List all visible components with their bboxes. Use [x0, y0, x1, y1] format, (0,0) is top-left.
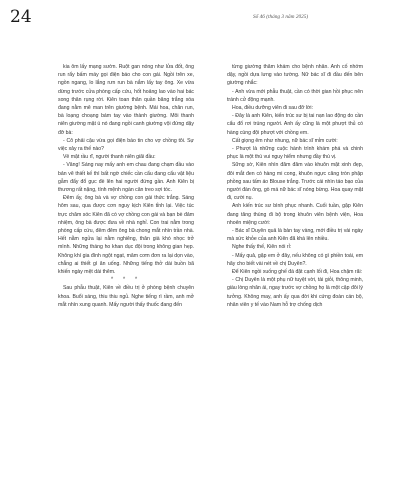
paragraph: Vẻ mặt rầu rĩ, người thanh niên giãi đầu:	[63, 154, 156, 161]
paragraph: - Anh vừa mới phẫu thuật, cần có thời gian hồi phục nên tránh cử động mạnh.	[227, 88, 363, 103]
paragraph: kia ôm lấy mạng sườn. Ruột gan nóng như lửa đốt, ông run rẩy bấm máy gọi điện báo cho con gái. Ngồi trên xe, ngồn ngang, lo lắng rưn run bà nắm lấy tay ông. Xe vừa dừng trước cửa phòng cấp cứu, hốt hoảng lao vào hai bác song thân rụng rời. Kiên toan thân quần băng trắng xóa đang nằm mê man trên giường bệnh. Mái hoa, chân run, bà loạng choạng bám tay vào thành giường. Môi thanh niên giường mặt ú nó đang ngồi canh giường vội đứng dậy đỡ bà:	[58, 64, 194, 136]
paragraph: - Chị Duyên là một phụ nữ tuyệt vời, tài giỏi, thông minh, giàu lòng nhân ái, ngay trước vợ chồng họ là một cặp đôi lý tưởng. Không may, anh ấy qua đời khi cứng đoàn cán bộ, nhân viên y tế vào Nam hỗ trợ chống dịch	[227, 277, 363, 308]
paragraph: Cất giọng êm như nhung, nữ bác sĩ mỉm cười:	[232, 137, 338, 144]
paragraph: từng giường thăm khám cho bệnh nhân. Anh cố nhớm dậy, ngồi dựa lưng vào tường. Nữ bác sĩ đi đầu đến bên giường nhắc:	[227, 64, 363, 87]
paragraph: Anh kiến trúc sư bình phục nhanh. Cuối tuần, gặp Kiên đang tăng thùng đi bộ trong khuôn viên bệnh viện, Hoa nhoẻn miệng cười:	[227, 203, 363, 226]
paragraph: - Cô phải cậu vừa gọi điện báo tin cho vợ chồng tôi. Sự việc xảy ra thế nào?	[58, 137, 194, 153]
paragraph: Sau phẫu thuật, Kiên về điều trị ở phòng bệnh chuyên khoa. Buổi sáng, thiu thiu ngủ. Nghe tiếng rì rầm, anh mở mắt nhìn xung quanh. Mấy người thấy thuốc đang đến	[58, 285, 194, 308]
paragraph: - Bác sĩ Duyên quả là bàn tay vàng, mới điều trị vài ngày mà sức khỏe của anh Kiên đã khá lên nhiều.	[227, 228, 363, 243]
paragraph: Đêm ấy, ông bà và vợ chồng con gái thức trắng. Sáng hôm sau, qua được cơn nguy kịch Kiên tỉnh lại. Việc túc trực chăm sóc Kiên đã có vợ chồng con gái và bạn bè đảm nhiệm, ông bà được đưa về nhà nghỉ. Con trai nằm trong phòng cấp cứu, đêm đêm ông bà chong mắt nhìn trần nhà. Hết nằm ngửa lại nằm nghiêng, thân già khó nhọc trở mình. Những tháng ho khan dục đội trong không gian hẹp. Không khí gia đình ngột ngạt, mâm cơm đơn ra lại dọn vào, chẳng ai thiết gì ăn uống. Những tiếng thở dài buồn bã khiến ngày mệt dài thêm.	[58, 195, 194, 276]
issue-label: Số 46 (tháng 3 năm 2025)	[253, 14, 309, 20]
paragraph: Sững sờ, Kiên nhìn đăm đăm vào khuôn mặt xinh đẹp, đôi mắt đen có hàng mi cong, khuôn ngực căng tròn phập phồng sau tấm áo Blouse trắng. Trước cái nhìn táo bạo của người đàn ông, gò má nữ bác sĩ nóng bừng. Hoa quay mặt đi, cười nụ.	[227, 162, 363, 202]
paragraph: - Đây là anh Kiên, kiến trúc sư bị tai nạn lao động do cần cẩu đổ rơi trúng người. Anh ấy cũng là một phượt thủ có hàng cùng đội phượt với chồng em.	[227, 113, 363, 136]
page-number: 24	[10, 7, 32, 27]
left-column	[58, 63, 194, 309]
paragraph: - Mấy quả, gặp em ở đây, nếu không có gì phiền toái, em hãy cho biết vài nét về chị Duyên?.	[227, 252, 363, 267]
paragraph: - Phượt là những cuộc hành trình khám phá và chinh phục là một thú vui nguy hiểm nhưng đầy thú vị.	[227, 146, 363, 161]
right-column	[227, 63, 363, 309]
paragraph: Để Kiên ngồi xuống ghế đá đặt cạnh lối đi, Hoa chậm rãi:	[232, 269, 363, 276]
scene-break: * * *	[110, 277, 142, 284]
paragraph: - Vâng! Sáng nay mấy anh em chau đang chạm đầu vào bản vẽ thiết kế thì bất ngờ chiếc cần cẩu đang cẩu vật liệu gẫm đẩy đổ gục đè lên hai người đứng gần. Anh Kiên bị thương rất nặng, tính mệnh ngàn cân treo sợi tóc.	[58, 162, 194, 194]
paragraph: Hoa, điều dưỡng viên đi sau đỡ lời:	[232, 105, 313, 112]
paragraph: Nghe thấy thế, Kiên nói rỉ:	[232, 244, 292, 251]
